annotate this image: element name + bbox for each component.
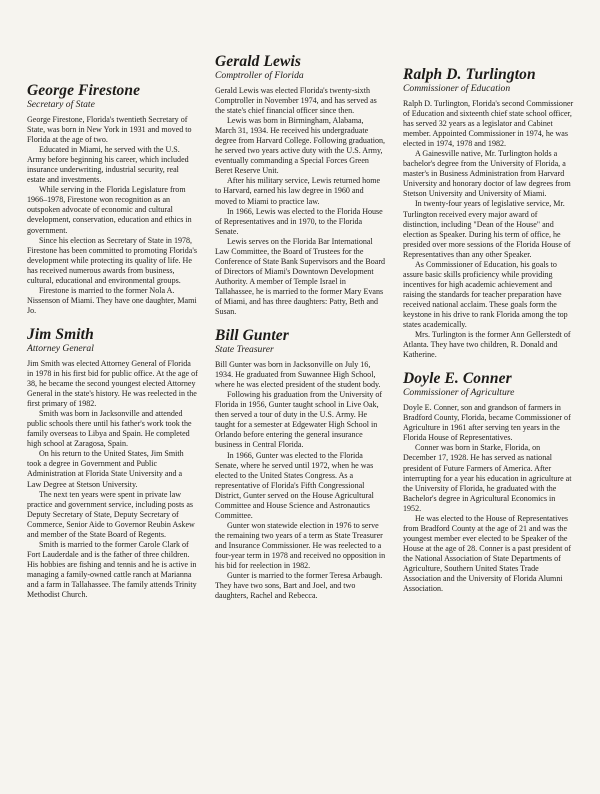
bio-paragraph: As Commissioner of Education, his goals to assure basic skills proficiency while providing incentives for high academic achievement and raising the standards for teacher preparation have received national acclaim. These goals form the keystone in his drive to rank Florida among the top states academically. [403,259,568,330]
bio-name: Ralph D. Turlington [403,66,536,83]
bio-name: Jim Smith [27,325,94,343]
bio-paragraph: In twenty-four years of legislative service, Mr. Turlington received every major award of distinction, including "Dean of the House" and election as Speaker. During his term of office, he presided over more sessions of the Florida House of Representatives than any other Speaker. [403,199,571,259]
bio-jim-smith [27,326,198,600]
bio-paragraph: Gunter is married to the former Teresa Arbaugh. They have two sons, Bart and Joel, and two daughters, Rachel and Rebecca. [215,571,383,601]
bio-paragraph: Gerald Lewis was elected Florida's twenty-sixth Comptroller in November 1974, and has served as the state's chief financial officer since then. [215,86,377,116]
bio-doyle-conner [403,370,574,594]
bio-paragraph: Since his election as Secretary of State in 1978, Firestone has been committed to promoting Florida's development while protecting its quality of life. He has received numerous awards from business, cultural, educational and environmental groups. [27,235,197,285]
bio-paragraph: Conner was born in Starke, Florida, on December 17, 1928. He has served as national president of Future Farmers of America. After interrupting for a year his education in agriculture at the University of Florida, he graduated with the Bachelor's degree in Agricultural Economics in 1952. [403,443,572,513]
bio-paragraph: Lewis was born in Birmingham, Alabama, March 31, 1934. He received his undergraduate degree from Harvard College. Following graduation, he served two years active duty with the U.S. Army, eventually commanding a Special Forces Green Beret Reserve Unit. [215,116,386,176]
bio-paragraph: In 1966, Gunter was elected to the Florida Senate, where he served until 1972, when he was elected to the United States Congress. As a representative of Florida's Fifth Congressional District, Gunter served on the House Agricultural Committee and House Science and Astronautics Committee. [215,450,374,520]
bio-paragraph: Smith was born in Jacksonville and attended public schools there until his father's work took the family overseas to Libya and Spain. He completed high school at Zaragosa, Spain. [27,409,192,449]
bio-george-firestone [27,82,198,316]
bio-paragraph: Bill Gunter was born in Jacksonville on July 16, 1934. He graduated from Suwannee High School, where he was elected president of the student body. [215,360,381,390]
bio-paragraph: On his return to the United States, Jim Smith took a degree in Government and Public Administration at Florida State University and a Law Degree at Stetson University. [27,449,184,489]
bio-paragraph: Educated in Miami, he served with the U.S. Army before beginning his career, which included insurance underwriting, industrial security, real estate and investments. [27,145,189,185]
bio-paragraph: George Firestone, Florida's twentieth Secretary of State, was born in New York in 1931 and moved to Florida at the age of two. [27,115,192,145]
column-right [403,52,574,776]
bio-paragraph: Firestone is married to the former Nola A. Nissenson of Miami. They have one daughter, Mami Jo. [27,285,197,315]
bio-title: Secretary of State [27,99,95,110]
bio-paragraph: Ralph D. Turlington, Florida's second Commissioner of Education and sixteenth chief state school officer, has served 32 years as a legislator and Cabinet member. Appointed Commissioner in 1974, he was elected in 1974, 1978 and 1982. [403,99,574,149]
bio-title: Commissioner of Agriculture [403,387,515,399]
bio-paragraph: Following his graduation from the University of Florida in 1956, Gunter taught school in Live Oak, then served a tour of duty in the U.S. Army. He taught for a semester at Edgewater High School in Orlando before entering the general insurance business in Central Florida. [215,390,383,450]
bio-paragraph: In 1966, Lewis was elected to the Florida House of Representatives and in 1970, to the Florida Senate. [215,206,383,236]
bio-name: George Firestone [27,82,141,99]
bio-ralph-turlington [403,66,574,360]
bio-gerald-lewis [215,53,386,317]
bio-paragraph: After his military service, Lewis returned home to Harvard, earned his law degree in 1960 and moved to Miami to practice law. [215,176,381,206]
bio-paragraph: Smith is married to the former Carole Clark of Fort Lauderdale and is the father of three children. His hobbies are fishing and tennis and he is active in managing a family-owned cattle ranch at Marianna and a farm in Tallahassee. The family attends Trinity Methodist Church. [27,539,197,600]
bio-paragraph: The next ten years were spent in private law practice and government service, including posts as Deputy Secretary of State, Deputy Secretary of Commerce, Senior Aide to Governor Reubin Askew and member of the State Board of Regents. [27,489,195,539]
bio-paragraph: While serving in the Florida Legislature from 1966–1978, Firestone won recognition as an outspoken advocate of economic and cultural development, conservation, education and ethics in government. [27,185,192,235]
bio-bill-gunter [215,327,386,601]
bio-name: Bill Gunter [215,327,289,345]
bio-paragraph: Jim Smith was elected Attorney General of Florida in 1978 in his first bid for public office. At the age of 38, he became the second youngest elected Attorney General in the state's history. He was reelected in the first primary of 1982. [27,358,198,409]
bio-paragraph: Lewis serves on the Florida Bar International Law Committee, the Board of Trustees for the Conference of State Bank Supervisors and the Board of Directors of Miami's Downtown Development Authority. A member of Temple Israel in Tallahassee, he is married to the former Mary Evans of Miami, and has three daughters: Patty, Beth and Susan. [215,236,386,317]
bio-title: Comptroller of Florida [215,70,304,81]
bio-title: State Treasurer [215,344,274,356]
column-middle [215,52,386,776]
bio-paragraph: Mrs. Turlington is the former Ann Gellerstedt of Atlanta. They have two children, R. Donald and Katherine. [403,330,571,360]
bio-name: Doyle E. Conner [403,370,512,388]
bio-title: Attorney General [27,342,94,354]
bio-paragraph: Gunter won statewide election in 1976 to serve the remaining two years of a term as State Treasurer and Insurance Commissioner. He was reelected to a four-year term in 1978 and received no opposition in his bid for reelection in 1982. [215,520,386,571]
bio-paragraph: Doyle E. Conner, son and grandson of farmers in Bradford County, Florida, became Commissioner of Agriculture in 1961 after serving ten years in the Florida House of Representatives. [403,403,571,443]
column-left [27,52,198,776]
bio-name: Gerald Lewis [215,53,302,70]
bio-paragraph: He was elected to the House of Representatives from Bradford County at the age of 21 and was the youngest member ever elected to be Speaker of the House at the age of 28. Conner is a past president of the National Association of State Departments of Agriculture, Southern United States Trade Association and the University of Florida Alumni Association. [403,513,572,594]
bio-paragraph: A Gainesville native, Mr. Turlington holds a bachelor's degree from the University of Florida, a master's in Business Administration from Harvard University and honorary doctor of law degrees from Stetson University and University of Miami. [403,149,571,199]
bio-title: Commissioner of Education [403,83,511,94]
